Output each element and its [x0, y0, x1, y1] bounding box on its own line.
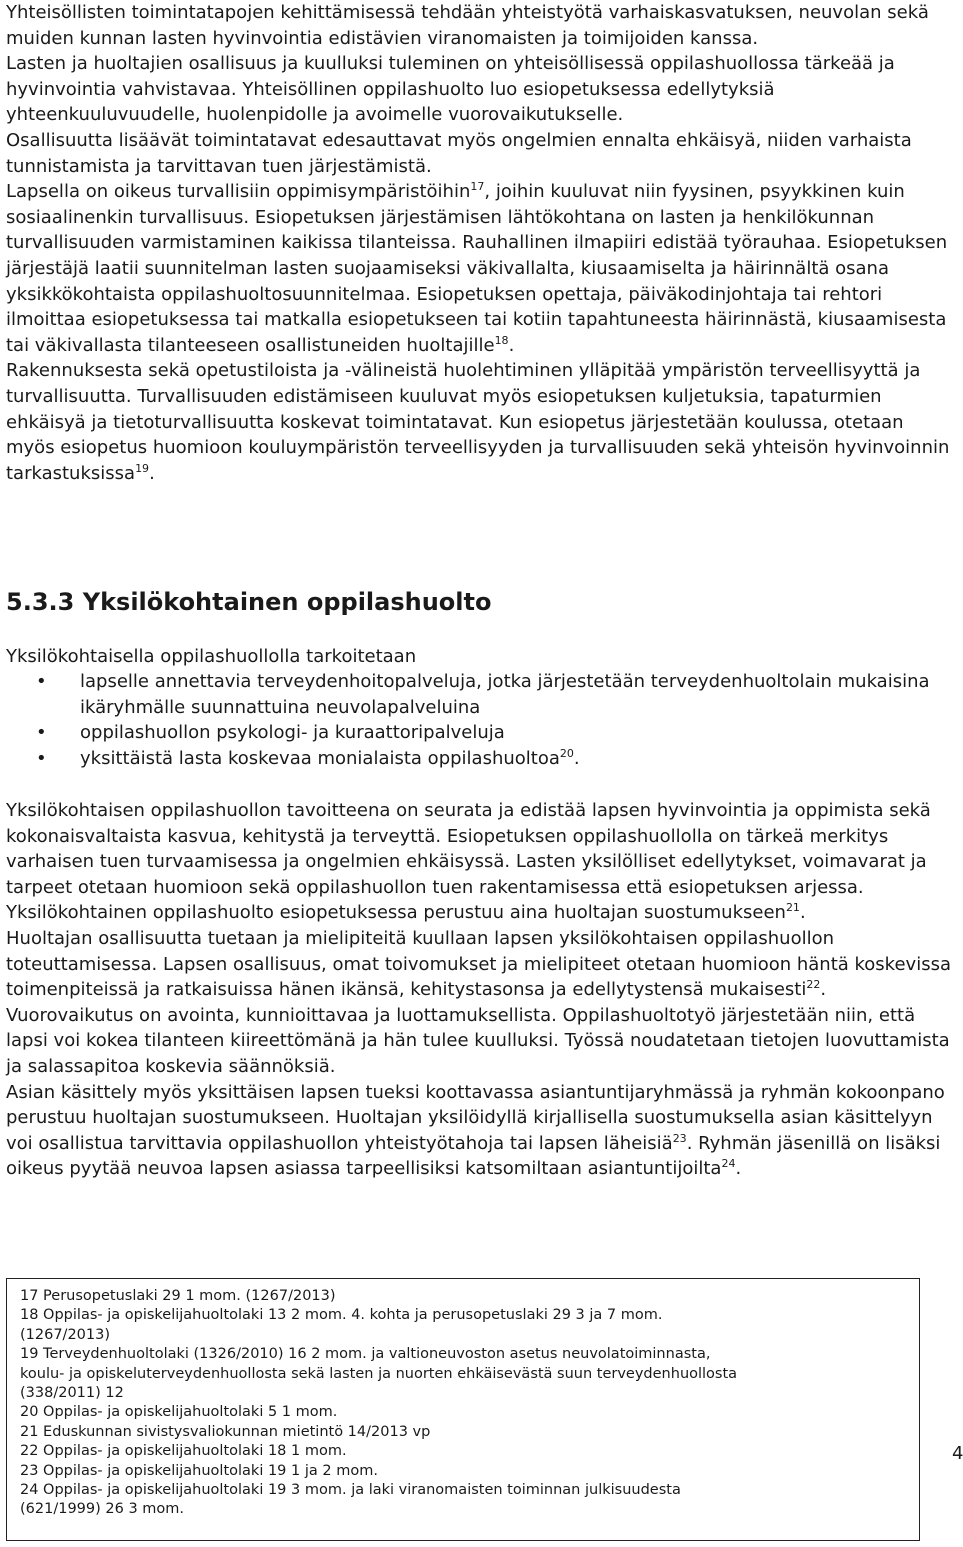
footnote-line: 22 Oppilas- ja opiskelijahuoltolaki 18 1 mom. [20, 1443, 347, 1460]
list-item-text: lapselle annettavia terveydenhoitopalveluja, jotka järjestetään terveydenhuoltolain mukaisina ikäryhmälle suunnattuina neuvolapalveluina [80, 671, 930, 718]
footnote-line: 20 Oppilas- ja opiskelijahuoltolaki 5 1 mom. [20, 1404, 338, 1421]
paragraph-text: Rakennuksesta sekä opetustiloista ja -välineistä huolehtiminen ylläpitää ympäristön terveellisyyttä ja turvallisuutta. Turvallisuuden edistämiseen kuuluvat myös esiopetuksen kuljetuksia, tapaturmien ehkäisyä ja tietoturvallisuutta koskevat toimintatavat. Kun esiopetus järjestetään koulussa, otetaan myös esiopetus huomioon kouluympäristön terveellisyyden ja turvallisuuden sekä yhteisön hyvinvoinnin tarkastuksissa [6, 360, 950, 484]
paragraph [6, 128, 956, 179]
footnotes-list [20, 1287, 900, 1520]
paragraph-text: Yhteisöllisten toimintatapojen kehittämisessä tehdään yhteistyötä varhaiskasvatuksen, neuvolan sekä muiden kunnan lasten hyvinvointia edistävien viranomaisten ja toimijoiden kanssa. [6, 2, 929, 49]
paragraph [6, 798, 956, 900]
footnote-ref: 21 [785, 901, 800, 915]
paragraph-text: . [149, 462, 155, 484]
paragraph-text: , joihin kuuluvat niin fyysinen, psyykkinen kuin sosiaalinenkin turvallisuus. Esiopetuksen järjestämisen lähtökohtana on lasten ja henkilökunnan turvallisuuden varmistaminen kaikissa tilanteissa. Rauhallinen ilmapiiri edistää työrauhaa. Esiopetuksen järjestäjä laatii suunnitelman lasten suojaamiseksi väkivallalta, kiusaamiselta ja häirinnältä osana yksikkökohtaista oppilashuoltosuunnitelmaa. Esiopetuksen opettaja, päiväkodinjohtaja tai rehtori ilmoittaa esiopetuksessa tai matkalla esiopetukseen tai kotiin tapahtuneesta häirinnästä, kiusaamisesta tai väkivallasta tilanteeseen osallistuneiden huoltajille [6, 181, 948, 356]
paragraph [6, 926, 956, 1080]
paragraph-text: Yksilökohtainen oppilashuolto esiopetuksessa perustuu aina huoltajan suostumukseen [6, 902, 786, 924]
paragraph [6, 51, 956, 128]
footnote-line: 19 Terveydenhuoltolaki (1326/2010) 16 2 mom. ja valtioneuvoston asetus neuvolatoiminnasta, [20, 1346, 711, 1363]
list-item-text: . [573, 747, 580, 769]
footnote-line: 23 Oppilas- ja opiskelijahuoltolaki 19 1 ja 2 mom. [20, 1462, 378, 1479]
paragraph-text: . [735, 1158, 742, 1180]
list-item-text: yksittäistä lasta koskevaa monialaista oppilashuoltoa [80, 747, 560, 769]
bullet-icon: • [36, 722, 47, 744]
footnote-ref: 20 [559, 746, 574, 760]
footnote-line: (621/1999) 26 3 mom. [20, 1501, 185, 1518]
paragraph-text: Yksilökohtaisen oppilashuollon tavoitteena on seurata ja edistää lapsen hyvinvointia ja oppimista sekä kokonaisvaltaista kasvua, kehitystä ja terveyttä. Esiopetuksen oppilashuollolla on tärkeä merkitys varhaisen tuen turvaamisessa ja ongelmien ehkäisyssä. Lasten yksilölliset edellytykset, voimavarat ja tarpeet otetaan huomioon sekä oppilashuollon tuen rakentamisessa että esiopetuksen arjessa. [6, 800, 931, 898]
footnote-ref: 22 [806, 978, 821, 992]
bullet-list [6, 669, 956, 771]
list-item [6, 720, 956, 746]
section-heading: 5.3.3 Yksilökohtainen oppilashuolto [6, 588, 492, 616]
footnote-line: 18 Oppilas- ja opiskelijahuoltolaki 13 2 mom. 4. kohta ja perusopetuslaki 29 3 ja 7 mom. [20, 1307, 663, 1324]
paragraph-text: Lasten ja huoltajien osallisuus ja kuulluksi tuleminen on yhteisöllisessä oppilashuollossa tärkeää ja hyvinvointia vahvistavaa. Yhteisöllinen oppilashuolto luo esiopetuksessa edellytyksiä yhteenkuuluvuudelle, huolenpidolle ja avoimelle vuorovaikutukselle. [6, 53, 895, 126]
footnotes-box [6, 1278, 920, 1541]
paragraph [6, 900, 956, 926]
paragraph-text: . [508, 334, 515, 356]
footnote-line: (1267/2013) [20, 1326, 111, 1343]
paragraph-text: . Vuorovaikutus on avointa, kunnioittavaa ja luottamuksellista. Oppilashuoltotyö järjestetään niin, että lapsi voi kokea tilanteen kiireettömänä ja hän tulee kuulluksi. Työssä noudatetaan tietojen luovuttamista ja salassapitoa koskevia säännöksiä. [6, 979, 950, 1077]
list-intro: Yksilökohtaisella oppilashuollolla tarkoitetaan [6, 646, 417, 667]
list-item [6, 669, 956, 720]
paragraph-text: Huoltajan osallisuutta tuetaan ja mielipiteitä kuullaan lapsen yksilökohtaisen oppilashuollon toteuttamisessa. Lapsen osallisuus, omat toivomukset ja mielipiteet otetaan huomioon häntä koskevissa toimenpiteissä ja ratkaisuissa hänen ikänsä, kehitystasonsa ja edellytystensä mukaisesti [6, 927, 951, 1001]
paragraph [6, 179, 956, 358]
paragraph-text: Lapsella on oikeus turvallisiin oppimisympäristöihin [6, 181, 471, 203]
footnote-line: 17 Perusopetuslaki 29 1 mom. (1267/2013) [20, 1288, 336, 1304]
paragraph-text: Osallisuutta lisäävät toimintatavat edesauttavat myös ongelmien ennalta ehkäisyä, niiden varhaista tunnistamista ja tarvittavan tuen järjestämistä. [6, 129, 912, 177]
page-number: 4 [952, 1443, 963, 1464]
paragraph [6, 358, 956, 486]
paragraph [6, 0, 956, 51]
bullet-icon: • [36, 671, 47, 692]
footnote-ref: 23 [672, 1131, 687, 1145]
paragraph [6, 1080, 956, 1182]
paragraph-text: Asian käsittely myös yksittäisen lapsen tueksi koottavassa asiantuntijaryhmässä ja ryhmän kokoonpano perustuu huoltajan suostumukseen. Huoltajan yksilöidyllä kirjallisella suostumuksella asian käsittelyyn voi osallistua tarvittavia oppilashuollon yhteistyötahoja tai lapsen läheisiä [6, 1081, 945, 1154]
footnote-ref: 18 [494, 333, 509, 347]
list-item-text: oppilashuollon psykologi- ja kuraattoripalveluja [80, 722, 505, 744]
footnote-ref: 19 [135, 461, 150, 475]
paragraph-text: . [799, 902, 806, 924]
top-body-text [6, 0, 956, 486]
paragraph-text: . Ryhmän jäsenillä on lisäksi oikeus pyytää neuvoa lapsen asiassa tarpeellisiksi katsomiltaan asiantuntijoilta [6, 1132, 941, 1180]
footnote-line: 21 Eduskunnan sivistysvaliokunnan mietintö 14/2013 vp [20, 1423, 431, 1440]
bullet-icon: • [36, 747, 47, 769]
footnote-line: 24 Oppilas- ja opiskelijahuoltolaki 19 3 mom. ja laki viranomaisten toiminnan julkisuudesta [20, 1482, 681, 1499]
footnote-ref: 17 [470, 180, 485, 194]
footnote-ref: 24 [721, 1157, 736, 1171]
bottom-body-text [6, 798, 956, 1182]
footnote-line: koulu- ja opiskeluterveydenhuollosta sekä lasten ja nuorten ehkäisevästä suun terveydenhuollosta [20, 1365, 738, 1382]
footnote-line: (338/2011) 12 [20, 1385, 124, 1402]
list-item [6, 746, 956, 772]
